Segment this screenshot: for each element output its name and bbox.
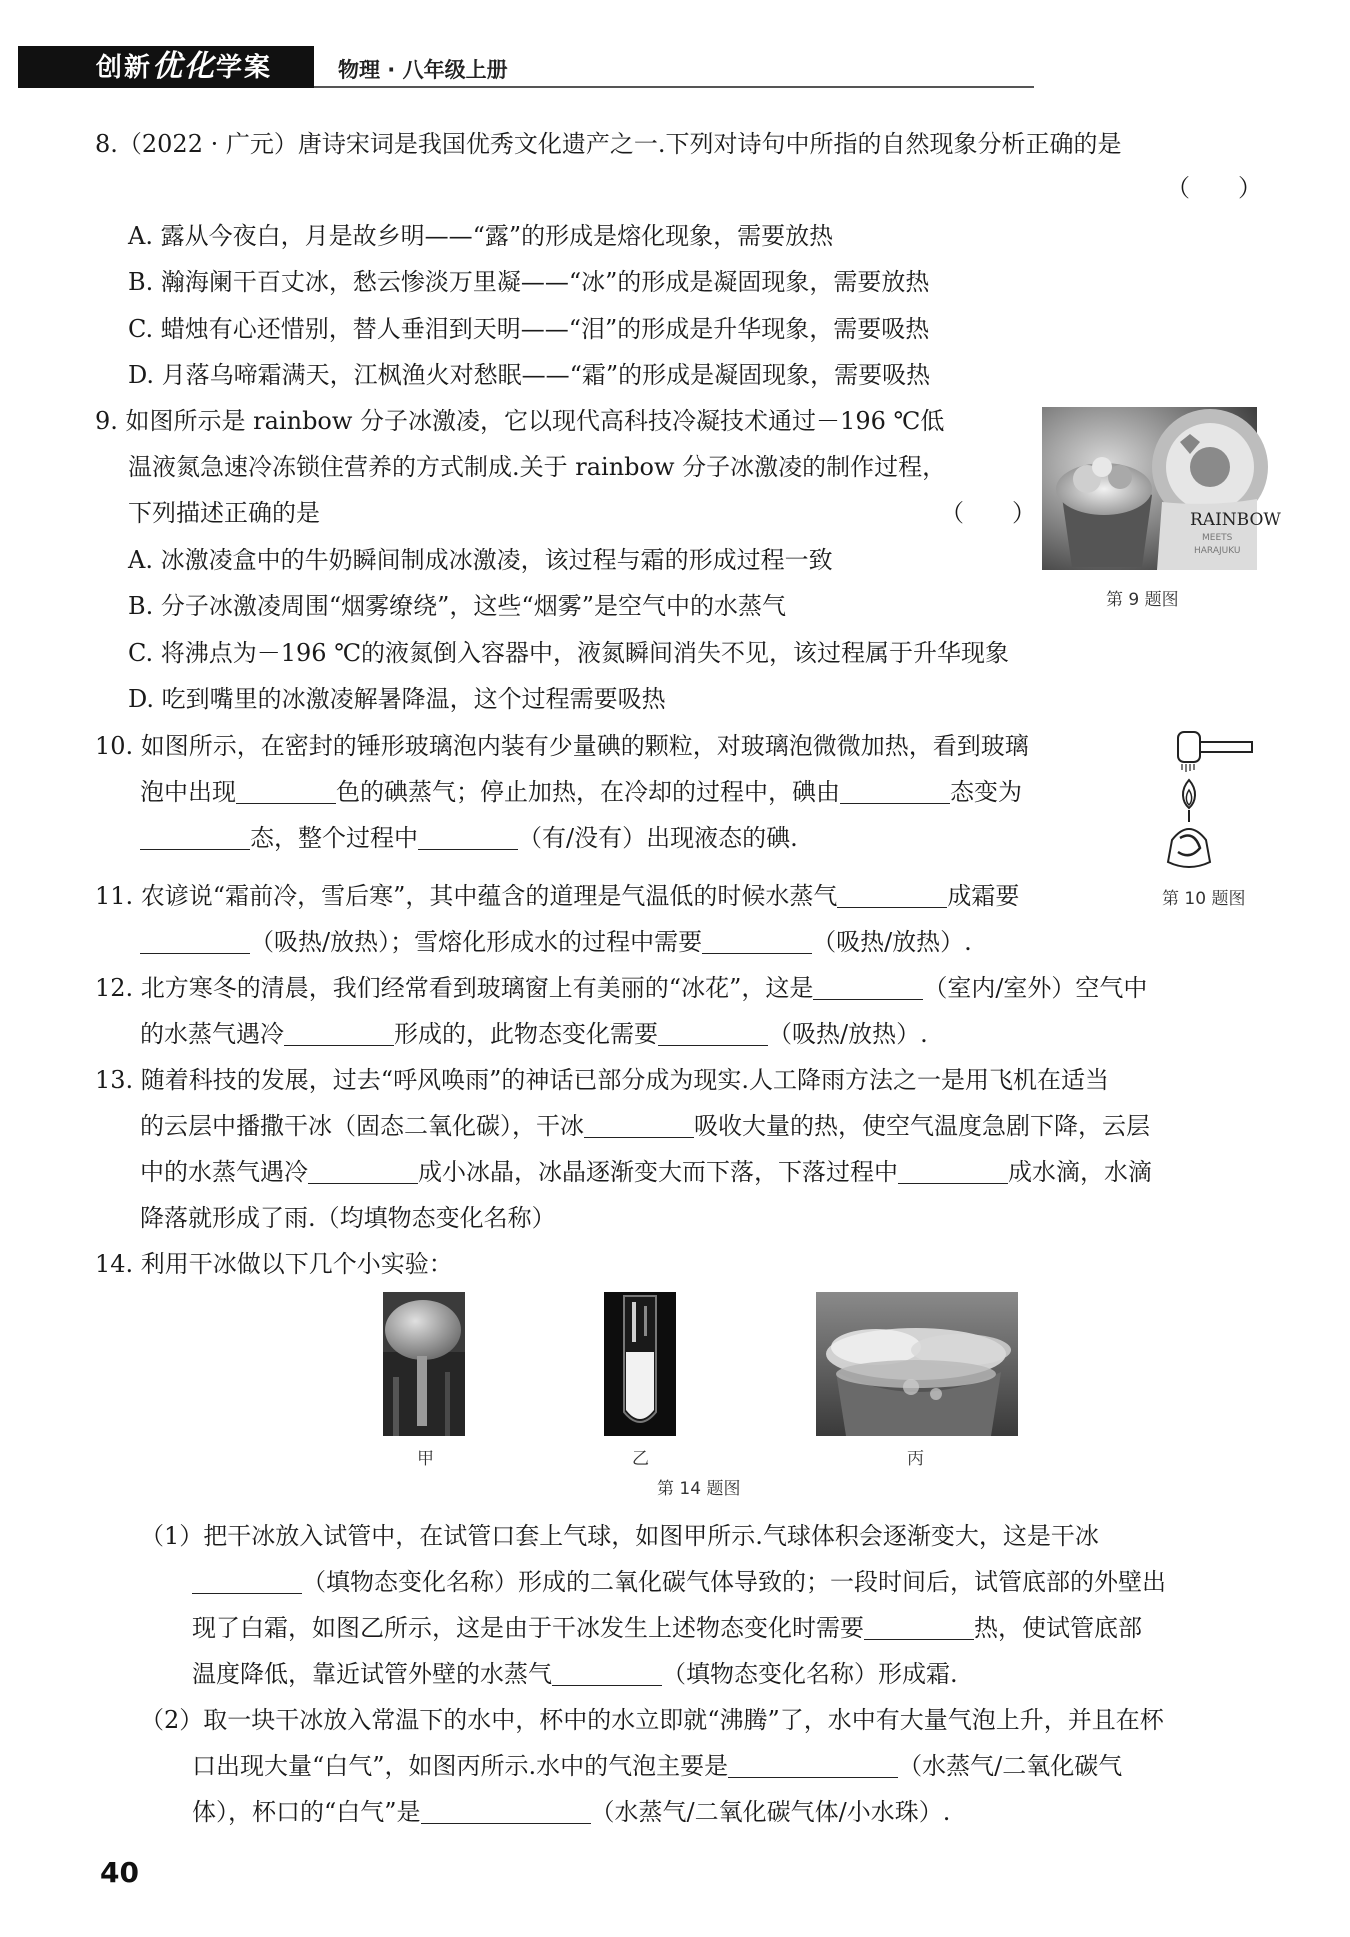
- q14-part2-line3: [192, 1796, 950, 1828]
- q14-text-h: 体），杯口的“白气”是: [192, 1798, 421, 1826]
- q10-hammer-bulb-diagram: [1160, 730, 1260, 880]
- q9-option-a: A. 冰激凌盒中的牛奶瞬间制成冰激凌，该过程与霜的形成过程一致: [128, 546, 833, 574]
- q14-photo-a: [383, 1292, 465, 1436]
- q9-stem-line1: 9. 如图所示是 rainbow 分子冰激凌，它以现代高科技冷凝技术通过－196 ℃低: [95, 407, 945, 435]
- q12-line2: [140, 1018, 928, 1050]
- q11-blank-heat2[interactable]: [702, 929, 812, 954]
- q10-text-a: 泡中出现: [140, 778, 236, 806]
- q14-photo-c: [816, 1292, 1018, 1436]
- q8-option-b: B. 瀚海阑干百丈冰，愁云惨淡万里凝——“冰”的形成是凝固现象，需要放热: [128, 268, 930, 296]
- q13-text-d: 成小冰晶，冰晶逐渐变大而下落，下落过程中: [418, 1158, 898, 1186]
- q13-line3: [140, 1156, 1152, 1188]
- q14-blank-white-gas[interactable]: [421, 1799, 591, 1824]
- page-number: 40: [100, 1856, 139, 1889]
- q9-stem-line3: 下列描述正确的是: [128, 499, 320, 527]
- q10-text-d: 态，整个过程中: [250, 824, 418, 852]
- q10-blank-state-to[interactable]: [140, 825, 250, 850]
- q9-option-b: B. 分子冰激凌周围“烟雾缭绕”，这些“烟雾”是空气中的水蒸气: [128, 592, 786, 620]
- q10-text-e: （有/没有）出现液态的碘.: [518, 824, 798, 852]
- q8-answer-paren: （ ）: [1166, 174, 1262, 202]
- q14-text-a: （填物态变化名称）形成的二氧化碳气体导致的；一段时间后，试管底部的外壁出: [302, 1568, 1166, 1596]
- q8-option-c: C. 蜡烛有心还惜别，替人垂泪到天明——“泪”的形成是升华现象，需要吸热: [128, 315, 930, 343]
- q14-label-a: 甲: [417, 1449, 434, 1469]
- q10-blank-state-from[interactable]: [840, 779, 950, 804]
- q10-text-b: 色的碘蒸气；停止加热，在冷却的过程中，碘由: [336, 778, 840, 806]
- q8-stem: 8.（2022 · 广元）唐诗宋词是我国优秀文化遗产之一.下列对诗句中所指的自然现象分析正确的是: [95, 130, 1122, 158]
- bulb-handle: [1200, 742, 1252, 752]
- q14-part1-line3: [192, 1612, 1142, 1644]
- bulb-iodine-vapor: [1182, 764, 1194, 772]
- q12-blank-location[interactable]: [813, 975, 923, 1000]
- q14-blank-frost[interactable]: [552, 1661, 662, 1686]
- q10-text-c: 态变为: [950, 778, 1022, 806]
- q10-line3: [140, 822, 798, 854]
- q14-blank-bubbles[interactable]: [728, 1753, 898, 1778]
- q13-line4: 降落就形成了雨.（均填物态变化名称）: [140, 1204, 556, 1232]
- q11-text-d: （吸热/放热）.: [812, 928, 972, 956]
- q14-part1-line4: [192, 1658, 958, 1690]
- q11-text-a: 11. 农谚说“霜前冷，雪后寒”，其中蕴含的道理是气温低的时候水蒸气: [95, 882, 838, 910]
- q12-text-c: 的水蒸气遇冷: [140, 1020, 284, 1048]
- q14-text-i: （水蒸气/二氧化碳气体/小水珠）.: [590, 1798, 951, 1826]
- q12-text-b: （室内/室外）空气中: [923, 974, 1148, 1002]
- page-header: [18, 46, 1028, 88]
- q14-text-b: 现了白霜，如图乙所示，这是由于干冰发生上述物态变化时需要: [192, 1614, 864, 1642]
- subject-title: 物理 · 八年级上册: [338, 58, 508, 82]
- q12-text-a: 12. 北方寒冬的清晨，我们经常看到玻璃窗上有美丽的“冰花”，这是: [95, 974, 814, 1002]
- q14-stem: 14. 利用干冰做以下几个小实验：: [95, 1250, 453, 1278]
- q9-answer-paren: （ ）: [940, 499, 1036, 527]
- q14-part2-line1: （2）取一块干冰放入常温下的水中，杯中的水立即就“沸腾”了，水中有大量气泡上升，并且在杯: [140, 1706, 1164, 1734]
- q11-text-c: （吸热/放热）；雪熔化形成水的过程中需要: [250, 928, 703, 956]
- q10-line1: 10. 如图所示，在密封的锤形玻璃泡内装有少量碘的颗粒，对玻璃泡微微加热，看到玻璃: [95, 732, 1029, 760]
- harajuku-photo-text: HARAJUKU: [1194, 546, 1241, 556]
- q13-text-e: 成水滴，水滴: [1008, 1158, 1152, 1186]
- q13-blank-dryice[interactable]: [584, 1113, 694, 1138]
- icecream-photo-image: [1042, 407, 1281, 570]
- frosted-test-tube-image: [604, 1292, 676, 1436]
- q14-text-g: （水蒸气/二氧化碳气: [898, 1752, 1123, 1780]
- q13-text-c: 中的水蒸气遇冷: [140, 1158, 308, 1186]
- q9-icecream-photo: [1042, 407, 1281, 570]
- q14-part1-line2: [192, 1566, 1166, 1598]
- q14-blank-sublimation[interactable]: [192, 1569, 302, 1594]
- q11-blank-process[interactable]: [837, 883, 947, 908]
- q9-option-d: D. 吃到嘴里的冰激凌解暑降温，这个过程需要吸热: [128, 685, 666, 713]
- flame-icon: [1183, 780, 1195, 808]
- q13-line1: 13. 随着科技的发展，过去“呼风唤雨”的神话已部分成为现实.人工降雨方法之一是用飞机在适当: [95, 1066, 1109, 1094]
- q11-line1: [95, 880, 1019, 912]
- brand-accent-text: 优化: [152, 49, 217, 84]
- q14-text-f: 口出现大量“白气”，如图丙所示.水中的气泡主要是: [192, 1752, 729, 1780]
- q14-figure-caption: 第 14 题图: [657, 1479, 741, 1499]
- q12-text-d: 形成的，此物态变化需要: [394, 1020, 658, 1048]
- q14-text-c: 热，使试管底部: [974, 1614, 1142, 1642]
- q12-text-e: （吸热/放热）.: [768, 1020, 928, 1048]
- q14-blank-heat[interactable]: [864, 1615, 974, 1640]
- q10-blank-color[interactable]: [236, 779, 336, 804]
- q13-text-a: 的云层中播撒干冰（固态二氧化碳），干冰: [140, 1112, 584, 1140]
- q12-blank-process[interactable]: [284, 1021, 394, 1046]
- balloon-test-tube-image: [383, 1292, 465, 1436]
- q11-line2: [140, 926, 972, 958]
- q10-figure-caption: 第 10 题图: [1162, 889, 1246, 909]
- q14-text-d: 温度降低，靠近试管外壁的水蒸气: [192, 1660, 552, 1688]
- q11-text-b: 成霜要: [947, 882, 1020, 910]
- q14-text-e: （填物态变化名称）形成霜.: [662, 1660, 958, 1688]
- q13-text-b: 吸收大量的热，使空气温度急剧下降，云层: [694, 1112, 1150, 1140]
- q9-figure-caption: 第 9 题图: [1106, 590, 1179, 610]
- q10-blank-liquid[interactable]: [418, 825, 518, 850]
- q13-line2: [140, 1110, 1150, 1142]
- q14-photo-b: [604, 1292, 676, 1436]
- q13-blank-droplet[interactable]: [898, 1159, 1008, 1184]
- fog-cup-image: [816, 1292, 1018, 1436]
- q9-stem-line2: 温液氮急速冷冻锁住营养的方式制成.关于 rainbow 分子冰激凌的制作过程，: [128, 453, 947, 481]
- brand-text-2: 学案: [216, 53, 273, 83]
- q14-label-b: 乙: [632, 1449, 649, 1469]
- header-rule: [314, 86, 1034, 88]
- q12-line1: [95, 972, 1147, 1004]
- q8-option-a: A. 露从今夜白，月是故乡明——“露”的形成是熔化现象，需要放热: [128, 222, 834, 250]
- q13-blank-crystal[interactable]: [308, 1159, 418, 1184]
- rainbow-photo-text: RAINBOW: [1190, 510, 1281, 530]
- q12-blank-heat[interactable]: [658, 1021, 768, 1046]
- q9-option-c: C. 将沸点为－196 ℃的液氮倒入容器中，液氮瞬间消失不见，该过程属于升华现象: [128, 639, 1010, 667]
- brand-banner: [18, 46, 314, 88]
- q8-option-d: D. 月落乌啼霜满天，江枫渔火对愁眠——“霜”的形成是凝固现象，需要吸热: [128, 361, 931, 389]
- brand-text-1: 创新: [96, 53, 153, 83]
- q10-line2: [140, 776, 1022, 808]
- q14-label-c: 丙: [907, 1449, 924, 1469]
- meets-photo-text: MEETS: [1202, 533, 1233, 543]
- q14-part2-line2: [192, 1750, 1122, 1782]
- q11-blank-heat1[interactable]: [140, 929, 250, 954]
- q14-part1-line1: （1）把干冰放入试管中，在试管口套上气球，如图甲所示.气球体积会逐渐变大，这是干冰: [140, 1522, 1099, 1550]
- bulb-head: [1178, 732, 1200, 762]
